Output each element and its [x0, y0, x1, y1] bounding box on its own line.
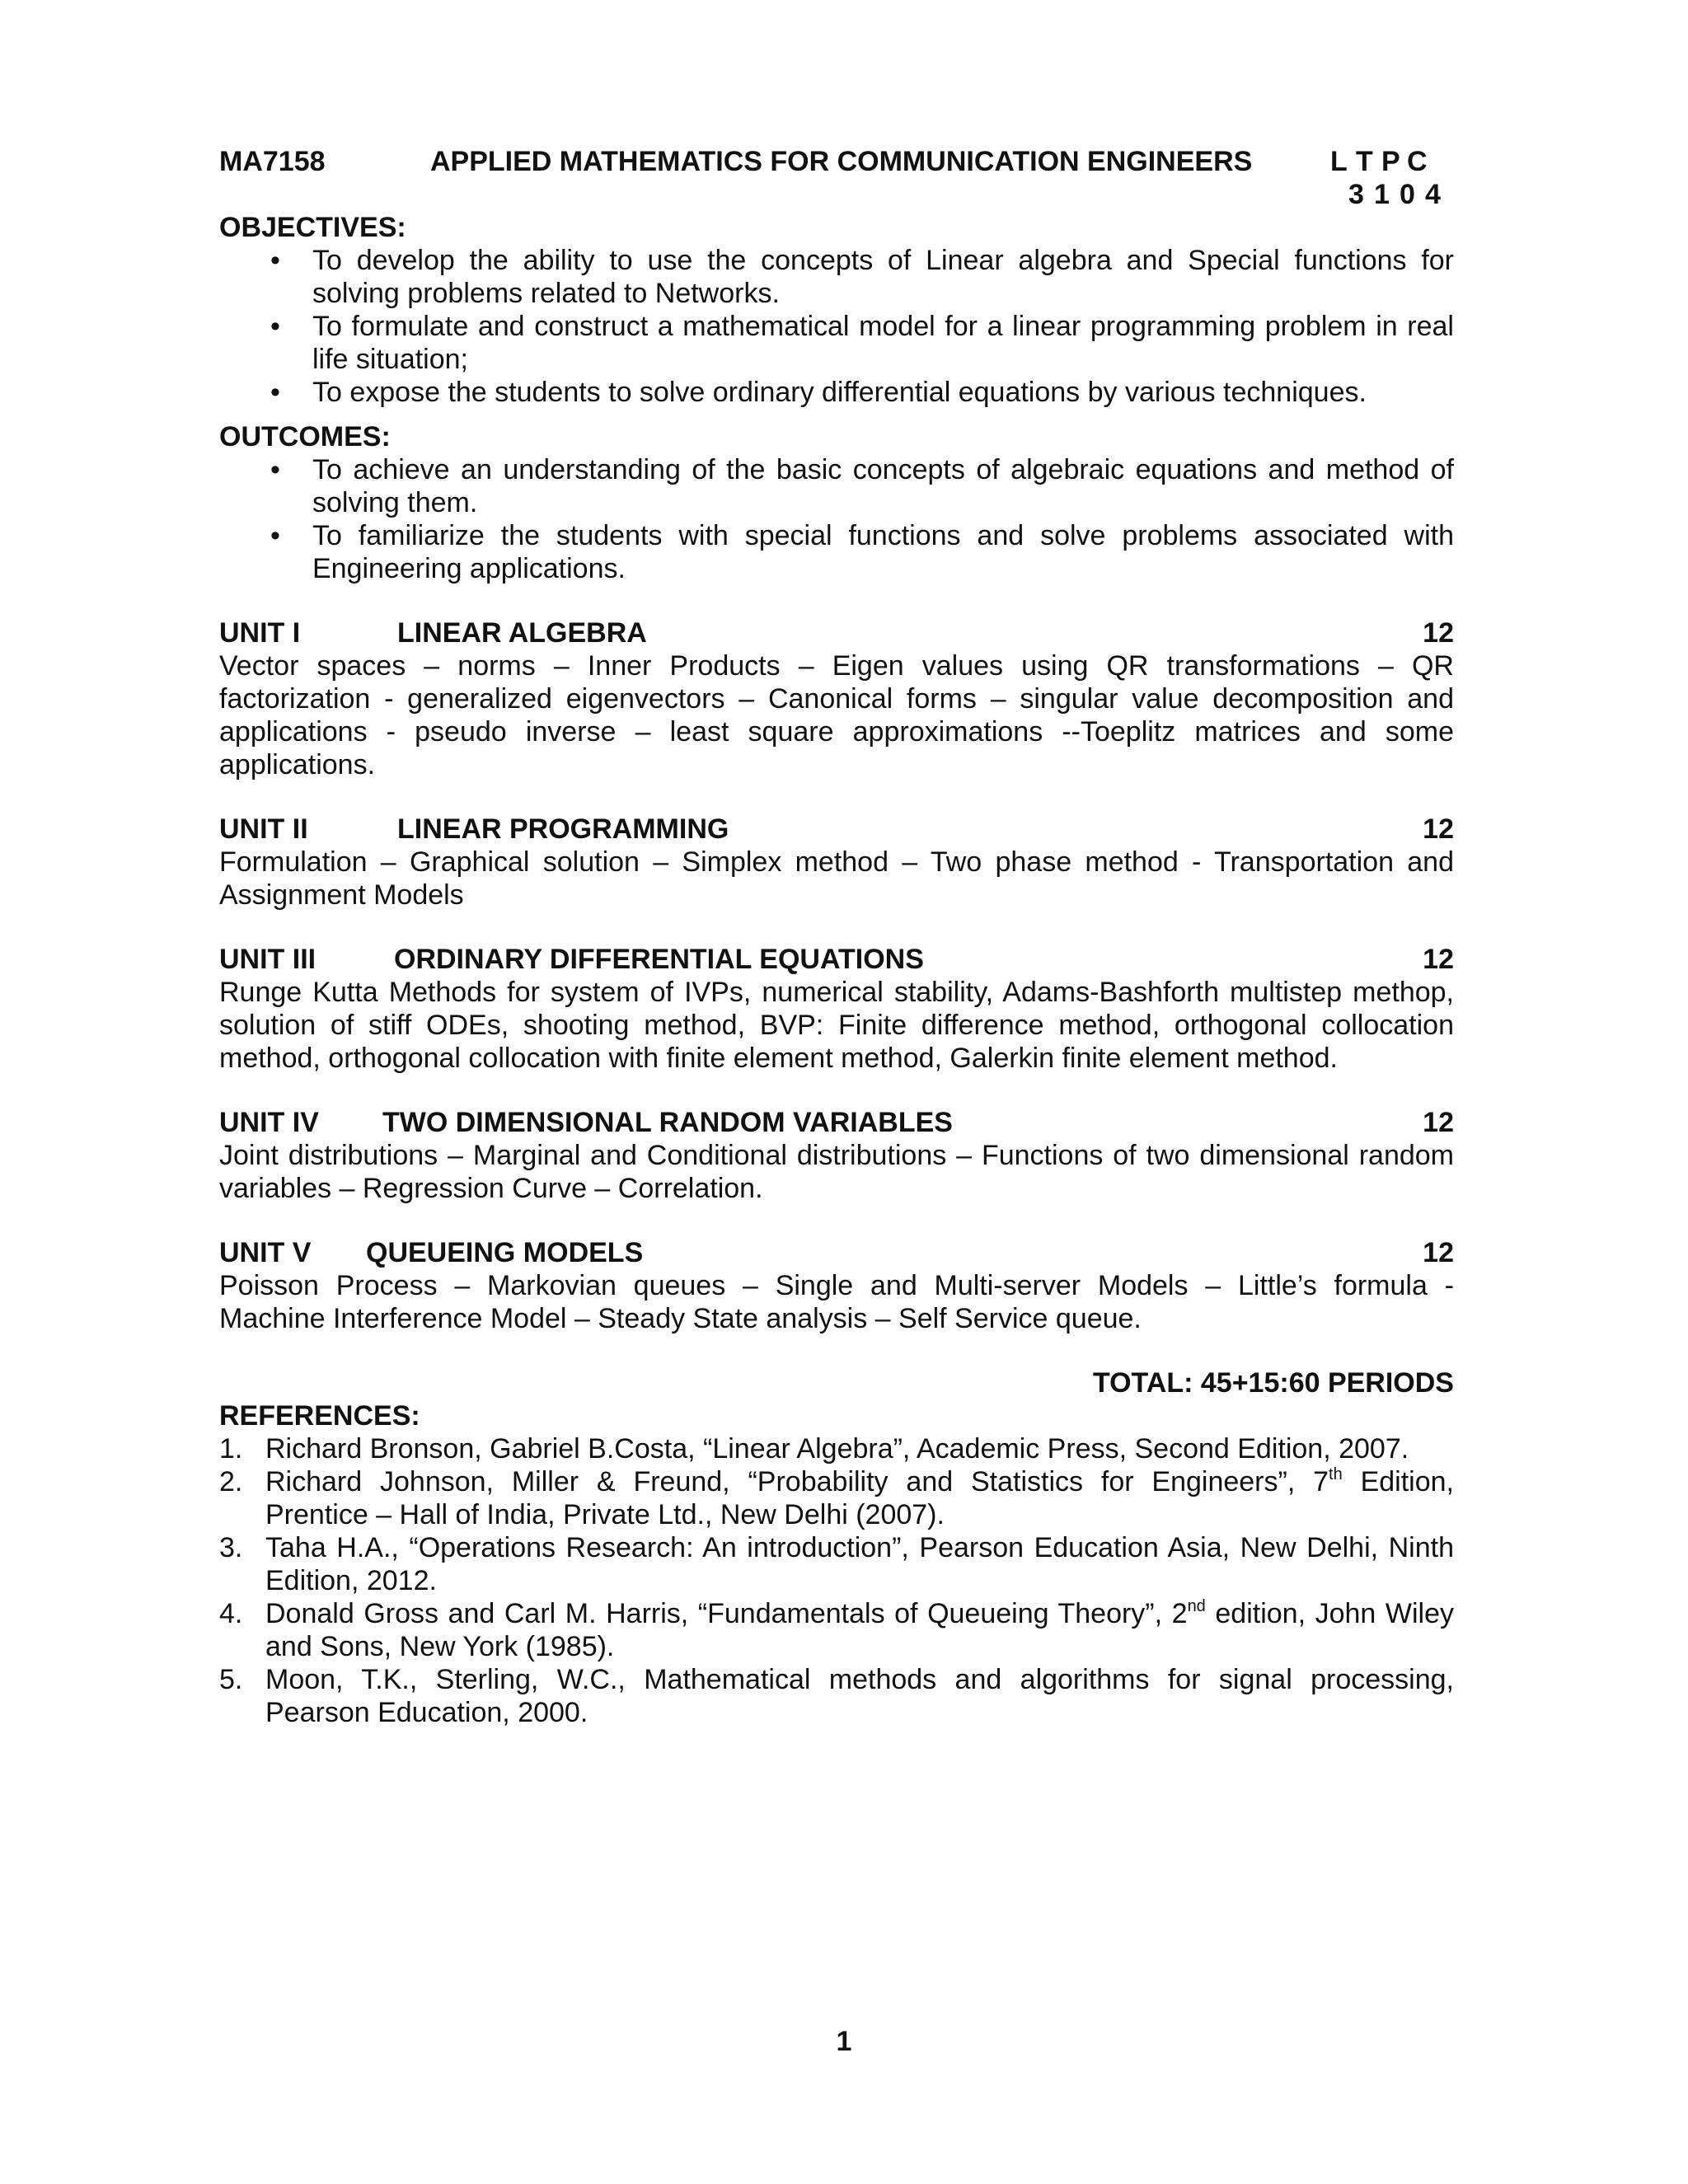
- course-code: MA7158: [219, 146, 326, 177]
- outcome-text: To achieve an understanding of the basic concepts of algebraic equations and method of: [312, 454, 1454, 485]
- course-title: APPLIED MATHEMATICS FOR COMMUNICATION ENGINEERS: [430, 146, 1253, 177]
- unit-line: method, orthogonal collocation with finite element method, Galerkin finite element method.: [219, 1043, 1338, 1074]
- unit-description: [219, 1139, 1454, 1205]
- list-item: [219, 453, 1454, 519]
- unit-number: UNIT III: [219, 944, 316, 975]
- ltpc-values: [219, 178, 1451, 211]
- unit-line: applications.: [219, 749, 376, 780]
- ltpc-label: C: [1407, 146, 1428, 177]
- bullet-icon: •: [270, 245, 280, 276]
- objective-text: To formulate and construct a mathematical model for a linear programming problem in real: [312, 311, 1454, 342]
- reference-text: Edition, 2012.: [265, 1565, 437, 1596]
- reference-text-part: Donald Gross and Carl M. Harris, “Fundamentals of Queueing Theory”, 2: [265, 1598, 1188, 1629]
- unit-description: [219, 976, 1454, 1075]
- objectives-list: [219, 244, 1454, 409]
- reference-text: Taha H.A., “Operations Research: An introduction”, Pearson Education Asia, New Delhi, Ninth: [265, 1532, 1454, 1563]
- list-item: [219, 1597, 1454, 1663]
- objective-text: life situation;: [312, 344, 468, 375]
- list-item: [219, 1465, 1454, 1531]
- unit-heading: [219, 616, 1454, 649]
- reference-text: Richard Bronson, Gabriel B.Costa, “Linear Algebra”, Academic Press, Second Edition, 2007.: [265, 1433, 1409, 1465]
- reference-text-part: edition, John Wiley: [1205, 1598, 1455, 1629]
- references-list: [219, 1432, 1454, 1729]
- unit-number: UNIT V: [219, 1237, 312, 1268]
- unit-line: variables – Regression Curve – Correlation.: [219, 1173, 763, 1204]
- unit-line: Vector spaces – norms – Inner Products – Eigen values using QR transformations – QR: [219, 650, 1454, 682]
- reference-text: Prentice – Hall of India, Private Ltd., New Delhi (2007).: [265, 1499, 945, 1530]
- unit-line: factorization - generalized eigenvectors – Canonical forms – singular value decomposition and: [219, 683, 1454, 715]
- unit-heading: [219, 1236, 1454, 1269]
- reference-text: and Sons, New York (1985).: [265, 1631, 615, 1662]
- unit-hours: 12: [1423, 813, 1454, 845]
- list-item: [219, 1663, 1454, 1729]
- list-item: [219, 376, 1454, 409]
- superscript: th: [1329, 1465, 1343, 1483]
- unit-line: Runge Kutta Methods for system of IVPs, numerical stability, Adams-Bashforth multistep methop,: [219, 977, 1454, 1008]
- reference-text-part: Edition,: [1342, 1466, 1454, 1497]
- unit-line: Joint distributions – Marginal and Conditional distributions – Functions of two dimensional random: [219, 1140, 1454, 1171]
- unit-title: QUEUEING MODELS: [366, 1237, 644, 1268]
- superscript: nd: [1187, 1597, 1206, 1615]
- unit-number: UNIT II: [219, 813, 308, 845]
- reference-number: 5.: [219, 1664, 243, 1695]
- unit-hours: 12: [1423, 1107, 1454, 1138]
- ltpc-label: L: [1330, 146, 1348, 177]
- unit-number: UNIT I: [219, 617, 301, 649]
- objective-text: To develop the ability to use the concepts of Linear algebra and Special functions for: [312, 245, 1454, 276]
- ltpc-label: T: [1356, 146, 1373, 177]
- unit-hours: 12: [1423, 1237, 1454, 1268]
- reference-text: Pearson Education, 2000.: [265, 1697, 588, 1728]
- objectives-heading: OBJECTIVES:: [219, 212, 406, 243]
- unit-hours: 12: [1423, 617, 1454, 649]
- unit-title: LINEAR PROGRAMMING: [397, 813, 729, 845]
- reference-number: 4.: [219, 1598, 243, 1629]
- unit-line: Machine Interference Model – Steady State analysis – Self Service queue.: [219, 1303, 1142, 1334]
- unit-hours: 12: [1423, 944, 1454, 975]
- unit-description: [219, 1269, 1454, 1335]
- unit-line: applications - pseudo inverse – least square approximations --Toeplitz matrices and some: [219, 716, 1454, 748]
- bullet-icon: •: [270, 520, 280, 551]
- list-item: [219, 310, 1454, 376]
- outcome-text: Engineering applications.: [312, 553, 626, 584]
- bullet-icon: •: [270, 454, 280, 485]
- bullet-icon: •: [270, 311, 280, 342]
- list-item: [219, 1432, 1454, 1465]
- unit-title: TWO DIMENSIONAL RANDOM VARIABLES: [382, 1107, 953, 1138]
- reference-number: 2.: [219, 1466, 243, 1497]
- ltpc-value: 0: [1400, 179, 1415, 210]
- ltpc-labels: [1330, 145, 1454, 178]
- objective-text: solving problems related to Networks.: [312, 278, 780, 309]
- unit-title: ORDINARY DIFFERENTIAL EQUATIONS: [394, 944, 924, 975]
- ltpc-value: 4: [1425, 179, 1441, 210]
- reference-text: Moon, T.K., Sterling, W.C., Mathematical methods and algorithms for signal processing,: [265, 1664, 1454, 1695]
- outcomes-list: [219, 453, 1454, 585]
- unit-description: [219, 649, 1454, 781]
- outcomes-heading: OUTCOMES:: [219, 421, 391, 452]
- list-item: [219, 244, 1454, 310]
- references-heading: REFERENCES:: [219, 1400, 420, 1432]
- reference-number: 1.: [219, 1433, 243, 1465]
- total-periods: TOTAL: 45+15:60 PERIODS: [1092, 1367, 1454, 1399]
- list-item: [219, 519, 1454, 585]
- reference-number: 3.: [219, 1532, 243, 1563]
- unit-line: Assignment Models: [219, 879, 464, 911]
- page-number: 1: [836, 2026, 852, 2057]
- objective-text: To expose the students to solve ordinary differential equations by various techniques.: [312, 377, 1367, 408]
- unit-line: Formulation – Graphical solution – Simplex method – Two phase method - Transportation and: [219, 846, 1454, 878]
- unit-title: LINEAR ALGEBRA: [397, 617, 647, 649]
- unit-line: Poisson Process – Markovian queues – Single and Multi-server Models – Little’s formula -: [219, 1270, 1454, 1301]
- ltpc-value: 3: [1348, 179, 1364, 210]
- reference-text: [265, 1465, 1454, 1498]
- reference-text-part: Richard Johnson, Miller & Freund, “Probability and Statistics for Engineers”, 7: [265, 1466, 1329, 1497]
- syllabus-content: [219, 145, 1454, 1729]
- reference-text: [265, 1597, 1454, 1630]
- outcome-text: solving them.: [312, 487, 478, 518]
- ltpc-label: P: [1381, 146, 1400, 177]
- unit-heading: [219, 813, 1454, 846]
- outcome-text: To familiarize the students with special functions and solve problems associated with: [312, 520, 1454, 551]
- list-item: [219, 1531, 1454, 1597]
- unit-description: [219, 846, 1454, 912]
- bullet-icon: •: [270, 377, 280, 408]
- unit-line: solution of stiff ODEs, shooting method, BVP: Finite difference method, orthogonal collocation: [219, 1010, 1454, 1041]
- unit-number: UNIT IV: [219, 1107, 319, 1138]
- ltpc-value: 1: [1374, 179, 1390, 210]
- course-header: [219, 145, 1454, 178]
- unit-heading: [219, 1106, 1454, 1139]
- unit-heading: [219, 943, 1454, 976]
